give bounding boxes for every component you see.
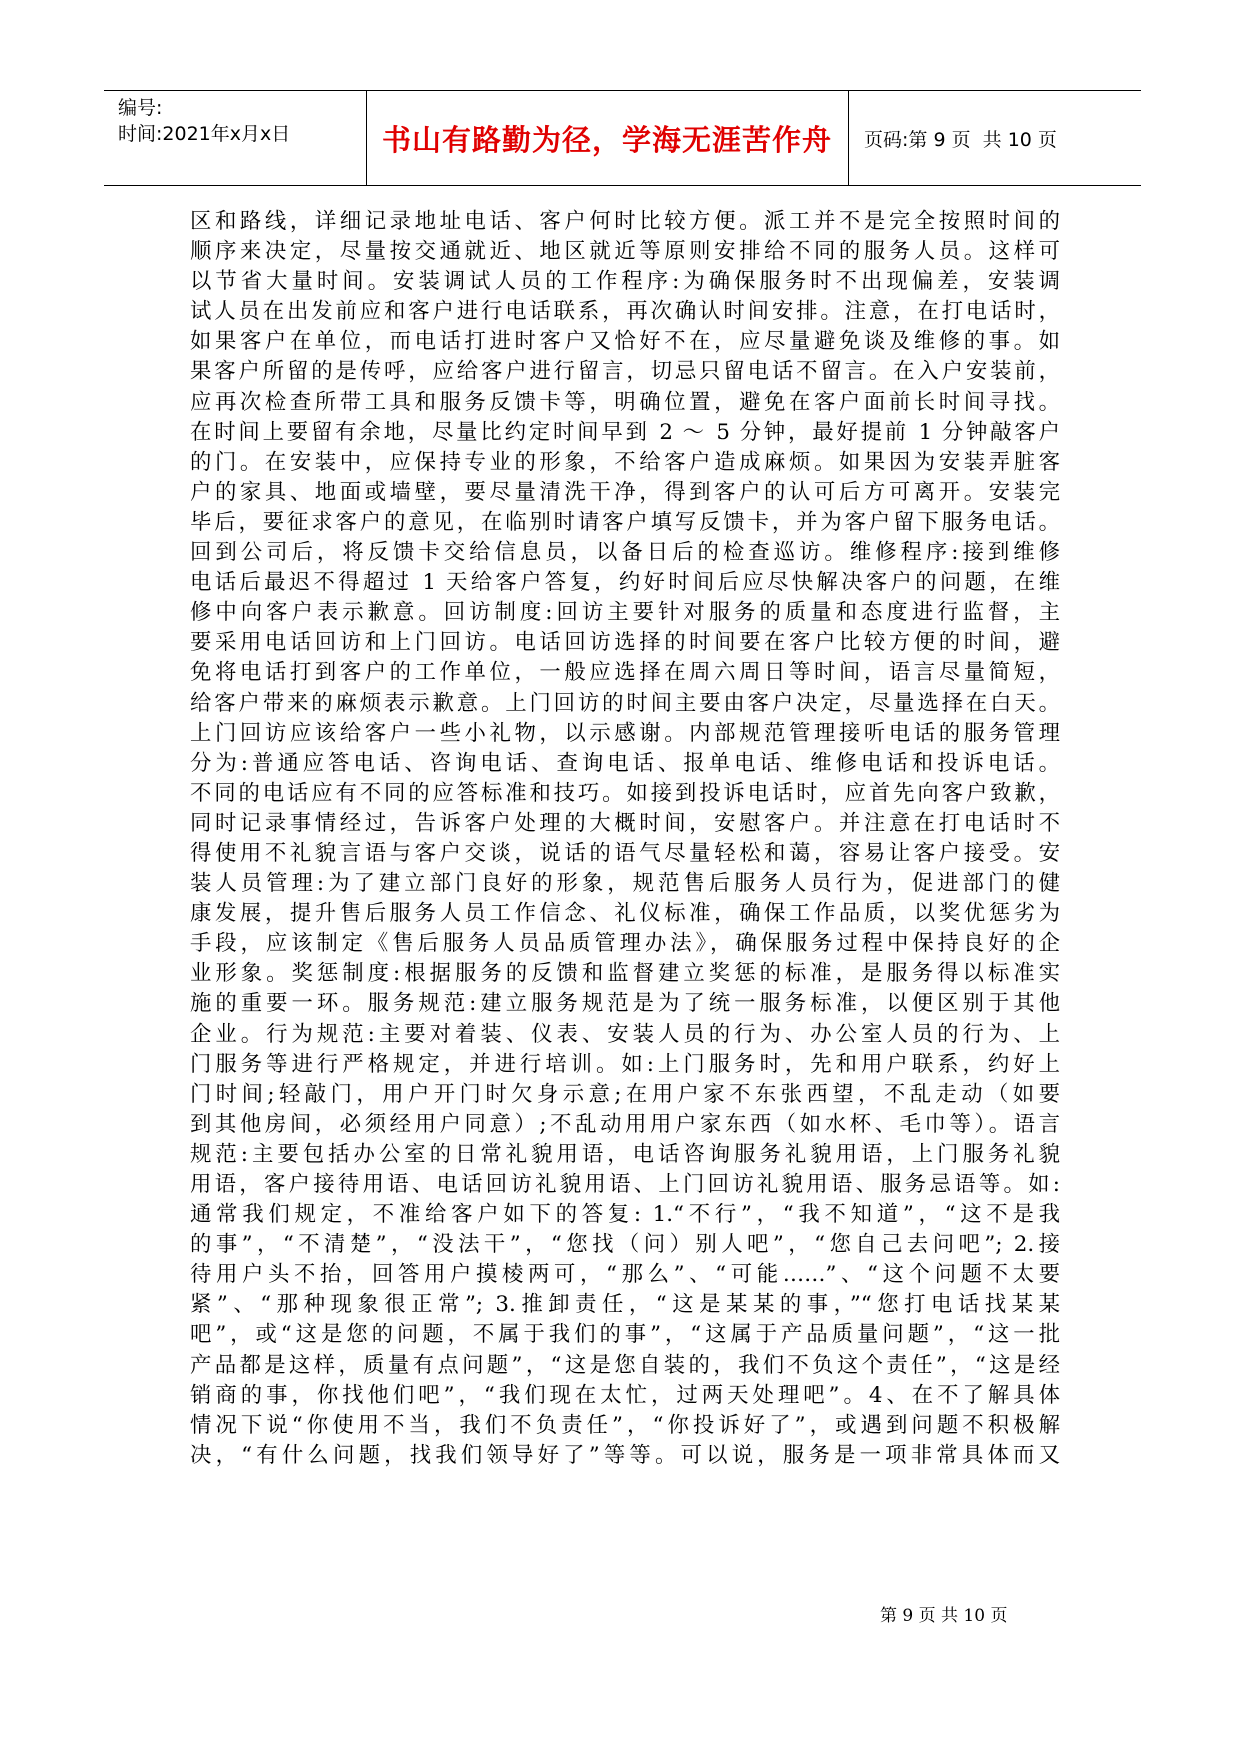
body-line: 门服务等进行严格规定，并进行培训。如:上门服务时，先和用户联系，约好上 <box>190 1051 1060 1077</box>
document-header <box>104 90 1141 186</box>
body-line: 手段，应该制定《售后服务人员品质管理办法》，确保服务过程中保持良好的企 <box>190 931 1060 957</box>
body-line: 销商的事，你找他们吧”，“我们现在太忙，过两天处理吧”。4、在不了解具体 <box>190 1382 1060 1408</box>
body-line: 回到公司后，将反馈卡交给信息员，以备日后的检查巡访。维修程序:接到维修 <box>190 540 1060 566</box>
body-line: 情况下说“你使用不当，我们不负责任”，“你投诉好了”，或遇到问题不积极解 <box>190 1412 1060 1438</box>
body-line: 毕后，要征求客户的意见，在临别时请客户填写反馈卡，并为客户留下服务电话。 <box>190 509 1060 535</box>
body-line: 待用户头不抬，回答用户摸棱两可，“那么”、“可能……”、“这个问题不太要 <box>190 1262 1060 1288</box>
body-line: 业形象。奖惩制度:根据服务的反馈和监督建立奖惩的标准，是服务得以标准实 <box>190 961 1060 987</box>
document-body <box>190 207 1060 1471</box>
body-line: 要采用电话回访和上门回访。电话回访选择的时间要在客户比较方便的时间，避 <box>190 630 1060 656</box>
body-line: 同时记录事情经过，告诉客户处理的大概时间，安慰客户。并注意在打电话时不 <box>190 810 1060 836</box>
body-line: 通常我们规定，不准给客户如下的答复: 1.“不行”，“我不知道”，“这不是我 <box>190 1202 1060 1228</box>
body-line: 紧”、“那种现象很正常”; 3.推卸责任，“这是某某的事，”“您打电话找某某 <box>190 1292 1060 1318</box>
body-line: 施的重要一环。服务规范:建立服务规范是为了统一服务标准，以便区别于其他 <box>190 991 1060 1017</box>
body-line: 给客户带来的麻烦表示歉意。上门回访的时间主要由客户决定，尽量选择在白天。 <box>190 690 1060 716</box>
header-page-info: 页码:第 9 页 共 10 页 <box>864 128 1057 151</box>
body-line: 应再次检查所带工具和服务反馈卡等，明确位置，避免在客户面前长时间寻找。 <box>190 389 1060 415</box>
body-line: 上门回访应该给客户一些小礼物，以示感谢。内部规范管理接听电话的服务管理 <box>190 720 1060 746</box>
body-line: 的门。在安装中，应保持专业的形象，不给客户造成麻烦。如果因为安装弄脏客 <box>190 449 1060 475</box>
body-line: 果客户所留的是传呼，应给客户进行留言，切忌只留电话不留言。在入户安装前， <box>190 359 1060 385</box>
document-date-label: 时间:2021年x月x日 <box>118 123 291 145</box>
body-line: 电话后最迟不得超过 1 天给客户答复，约好时间后应尽快解决客户的问题，在维 <box>190 570 1060 596</box>
body-line: 企业。行为规范:主要对着装、仪表、安装人员的行为、办公室人员的行为、上 <box>190 1021 1060 1047</box>
body-line: 区和路线，详细记录地址电话、客户何时比较方便。派工并不是完全按照时间的 <box>190 209 1060 234</box>
page-footer: 第 9 页 共 10 页 <box>880 1606 1008 1626</box>
header-motto: 书山有路勤为径，学海无涯苦作舟 <box>381 122 832 157</box>
body-line: 得使用不礼貌言语与客户交谈，说话的语气尽量轻松和蔼，容易让客户接受。安 <box>190 840 1060 866</box>
body-line: 康发展，提升售后服务人员工作信念、礼仪标准，确保工作品质，以奖优惩劣为 <box>190 901 1060 927</box>
body-line: 吧”，或“这是您的问题，不属于我们的事”，“这属于产品质量问题”，“这一批 <box>190 1322 1060 1348</box>
body-line: 产品都是这样，质量有点问题”，“这是您自装的，我们不负这个责任”，“这是经 <box>190 1352 1060 1378</box>
body-line: 如果客户在单位，而电话打进时客户又恰好不在，应尽量避免谈及维修的事。如 <box>190 329 1060 355</box>
document-number-label: 编号: <box>118 97 163 119</box>
body-line: 修中向客户表示歉意。回访制度:回访主要针对服务的质量和态度进行监督，主 <box>190 600 1060 626</box>
body-line: 免将电话打到客户的工作单位，一般应选择在周六周日等时间，语言尽量简短， <box>190 660 1060 686</box>
body-line: 顺序来决定，尽量按交通就近、地区就近等原则安排给不同的服务人员。这样可 <box>190 239 1060 265</box>
body-line: 在时间上要留有余地，尽量比约定时间早到 2 ～ 5 分钟，最好提前 1 分钟敲客户 <box>190 419 1060 445</box>
body-line: 装人员管理:为了建立部门良好的形象，规范售后服务人员行为，促进部门的健 <box>190 871 1060 897</box>
body-line: 的事”，“不清楚”，“没法干”，“您找（问）别人吧”，“您自己去问吧”; 2.接 <box>190 1232 1060 1258</box>
body-line: 用语，客户接待用语、电话回访礼貌用语、上门回访礼貌用语、服务忌语等。如: <box>190 1172 1060 1197</box>
body-line: 试人员在出发前应和客户进行电话联系，再次确认时间安排。注意，在打电话时， <box>190 299 1060 325</box>
body-line: 户的家具、地面或墙壁，要尽量清洗干净，得到客户的认可后方可离开。安装完 <box>190 479 1060 505</box>
body-line: 分为:普通应答电话、咨询电话、查询电话、报单电话、维修电话和投诉电话。 <box>190 750 1060 776</box>
body-line: 规范:主要包括办公室的日常礼貌用语，电话咨询服务礼貌用语，上门服务礼貌 <box>190 1141 1060 1167</box>
body-line: 不同的电话应有不同的应答标准和技巧。如接到投诉电话时，应首先向客户致歉， <box>190 780 1060 806</box>
header-meta <box>118 95 358 147</box>
body-line: 决，“有什么问题，找我们领导好了”等等。可以说，服务是一项非常具体而又 <box>190 1442 1060 1468</box>
body-line: 门时间;轻敲门，用户开门时欠身示意;在用户家不东张西望，不乱走动（如要 <box>190 1081 1060 1107</box>
body-line: 以节省大量时间。安装调试人员的工作程序:为确保服务时不出现偏差，安装调 <box>190 269 1060 295</box>
body-line: 到其他房间，必须经用户同意）;不乱动用用户家东西（如水杯、毛巾等）。语言 <box>190 1111 1060 1137</box>
header-divider <box>848 91 849 185</box>
